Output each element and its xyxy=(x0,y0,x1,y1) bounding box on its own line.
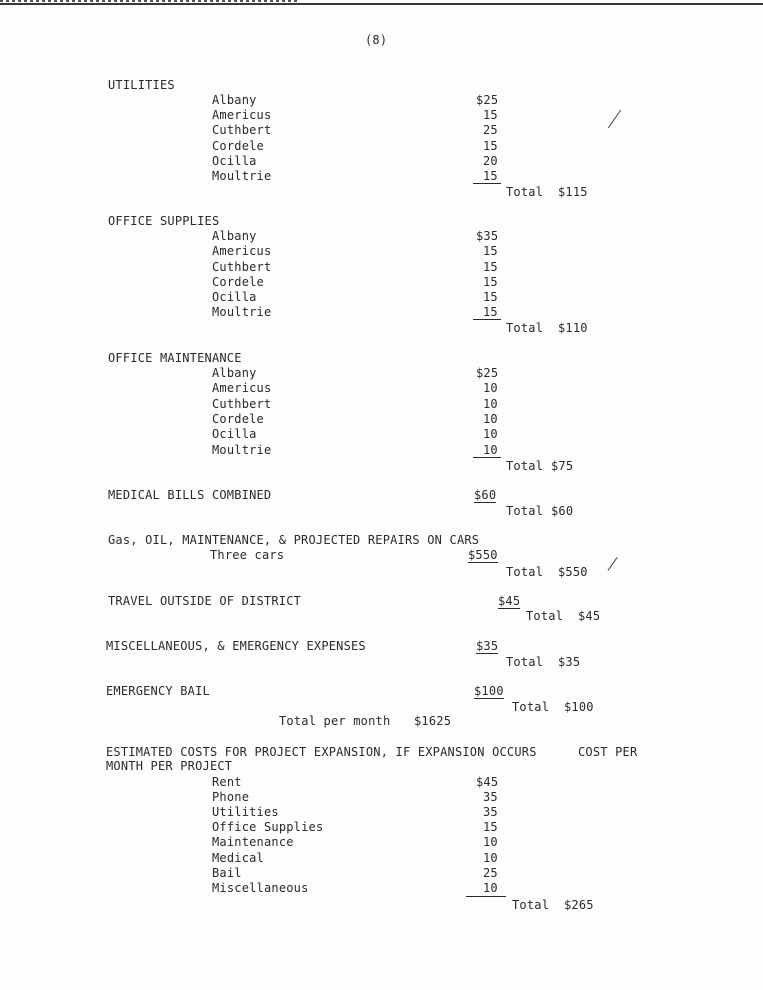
office-supplies-label: Americus xyxy=(212,244,272,258)
office-supplies-total-value: $110 xyxy=(558,321,588,335)
office-supplies-amount: 15 xyxy=(483,244,498,258)
gas-total-value: $550 xyxy=(558,565,588,579)
office-supplies-label: Moultrie xyxy=(212,305,272,319)
bail-total-label: Total xyxy=(512,700,550,714)
expansion-label: Miscellaneous xyxy=(212,881,309,895)
office-maintenance-label: Cuthbert xyxy=(212,397,272,411)
expansion-amount: 15 xyxy=(483,820,498,834)
misc-total-value: $35 xyxy=(558,655,581,669)
expansion-total-value: $265 xyxy=(564,898,594,912)
bail-amount: $100 xyxy=(474,684,504,698)
office-supplies-amount: 15 xyxy=(483,305,498,319)
office-maintenance-heading: OFFICE MAINTENANCE xyxy=(108,351,242,365)
pencil-check-mark xyxy=(608,557,618,571)
expansion-label: Rent xyxy=(212,775,242,789)
medical-total-value: $60 xyxy=(551,504,574,518)
office-supplies-label: Cuthbert xyxy=(212,260,272,274)
expansion-label: Utilities xyxy=(212,805,279,819)
page-top-border xyxy=(0,0,763,6)
grand-total-label: Total per month xyxy=(279,714,391,728)
office-supplies-total-label: Total xyxy=(506,321,544,335)
misc-amount: $35 xyxy=(476,639,499,653)
utilities-heading: UTILITIES xyxy=(108,78,175,92)
medical-total-label: Total xyxy=(506,504,544,518)
expansion-amount: 35 xyxy=(483,790,498,804)
office-maintenance-amount: 10 xyxy=(483,427,498,441)
office-supplies-heading: OFFICE SUPPLIES xyxy=(108,214,220,228)
expansion-heading: ESTIMATED COSTS FOR PROJECT EXPANSION, IF EXPANSION OCCURS xyxy=(106,745,537,759)
office-supplies-label: Ocilla xyxy=(212,290,257,304)
utilities-amount: 25 xyxy=(483,123,498,137)
office-maintenance-amount: 10 xyxy=(483,443,498,457)
gas-total-label: Total xyxy=(506,565,544,579)
sum-rule xyxy=(473,319,501,320)
expansion-amount: 10 xyxy=(483,835,498,849)
office-maintenance-label: Moultrie xyxy=(212,443,272,457)
utilities-label: Americus xyxy=(212,108,272,122)
grand-total-value: $1625 xyxy=(414,714,452,728)
bail-total-value: $100 xyxy=(564,700,594,714)
utilities-total-label: Total xyxy=(506,185,544,199)
utilities-label: Cuthbert xyxy=(212,123,272,137)
office-supplies-amount: $35 xyxy=(476,229,499,243)
office-supplies-label: Cordele xyxy=(212,275,264,289)
expansion-label: Maintenance xyxy=(212,835,294,849)
expansion-amount: 25 xyxy=(483,866,498,880)
office-maintenance-label: Ocilla xyxy=(212,427,257,441)
utilities-label: Ocilla xyxy=(212,154,257,168)
medical-amount: $60 xyxy=(474,488,497,502)
pencil-check-mark xyxy=(608,110,621,129)
office-maintenance-amount: 10 xyxy=(483,412,498,426)
expansion-label: Office Supplies xyxy=(212,820,324,834)
office-maintenance-amount: $25 xyxy=(476,366,499,380)
medical-heading: MEDICAL BILLS COMBINED xyxy=(108,488,272,502)
misc-total-label: Total xyxy=(506,655,544,669)
gas-heading: Gas, OIL, MAINTENANCE, & PROJECTED REPAIRS ON CARS xyxy=(108,533,480,547)
utilities-amount: 20 xyxy=(483,154,498,168)
expansion-total-label: Total xyxy=(512,898,550,912)
expansion-amount: 10 xyxy=(483,881,498,895)
office-supplies-amount: 15 xyxy=(483,290,498,304)
expansion-amount: 10 xyxy=(483,851,498,865)
office-maintenance-label: Americus xyxy=(212,381,272,395)
expansion-cost-heading: COST PER xyxy=(578,745,638,759)
utilities-amount: 15 xyxy=(483,139,498,153)
sum-rule xyxy=(473,183,501,184)
office-supplies-label: Albany xyxy=(212,229,257,243)
page-number: (8) xyxy=(365,33,388,47)
gas-subline: Three cars xyxy=(210,548,285,562)
expansion-label: Phone xyxy=(212,790,250,804)
travel-amount: $45 xyxy=(498,594,521,608)
expansion-amount: 35 xyxy=(483,805,498,819)
bail-heading: EMERGENCY BAIL xyxy=(106,684,210,698)
misc-heading: MISCELLANEOUS, & EMERGENCY EXPENSES xyxy=(106,639,366,653)
travel-total-label: Total xyxy=(526,609,564,623)
expansion-label: Medical xyxy=(212,851,264,865)
office-maintenance-label: Albany xyxy=(212,366,257,380)
utilities-label: Moultrie xyxy=(212,169,272,183)
office-supplies-amount: 15 xyxy=(483,260,498,274)
utilities-label: Albany xyxy=(212,93,257,107)
utilities-label: Cordele xyxy=(212,139,264,153)
office-maintenance-amount: 10 xyxy=(483,397,498,411)
travel-heading: TRAVEL OUTSIDE OF DISTRICT xyxy=(108,594,302,608)
utilities-total-value: $115 xyxy=(558,185,588,199)
office-maintenance-total-value: $75 xyxy=(551,459,574,473)
utilities-amount: 15 xyxy=(483,169,498,183)
office-maintenance-label: Cordele xyxy=(212,412,264,426)
expansion-label: Bail xyxy=(212,866,242,880)
gas-amount: $550 xyxy=(468,548,498,562)
office-supplies-amount: 15 xyxy=(483,275,498,289)
utilities-amount: 15 xyxy=(483,108,498,122)
expansion-heading-line2: MONTH PER PROJECT xyxy=(106,759,233,773)
travel-total-value: $45 xyxy=(578,609,601,623)
expansion-amount: $45 xyxy=(476,775,499,789)
utilities-amount: $25 xyxy=(476,93,499,107)
office-maintenance-amount: 10 xyxy=(483,381,498,395)
sum-rule xyxy=(473,457,501,458)
office-maintenance-total-label: Total xyxy=(506,459,544,473)
sum-rule xyxy=(466,896,506,897)
